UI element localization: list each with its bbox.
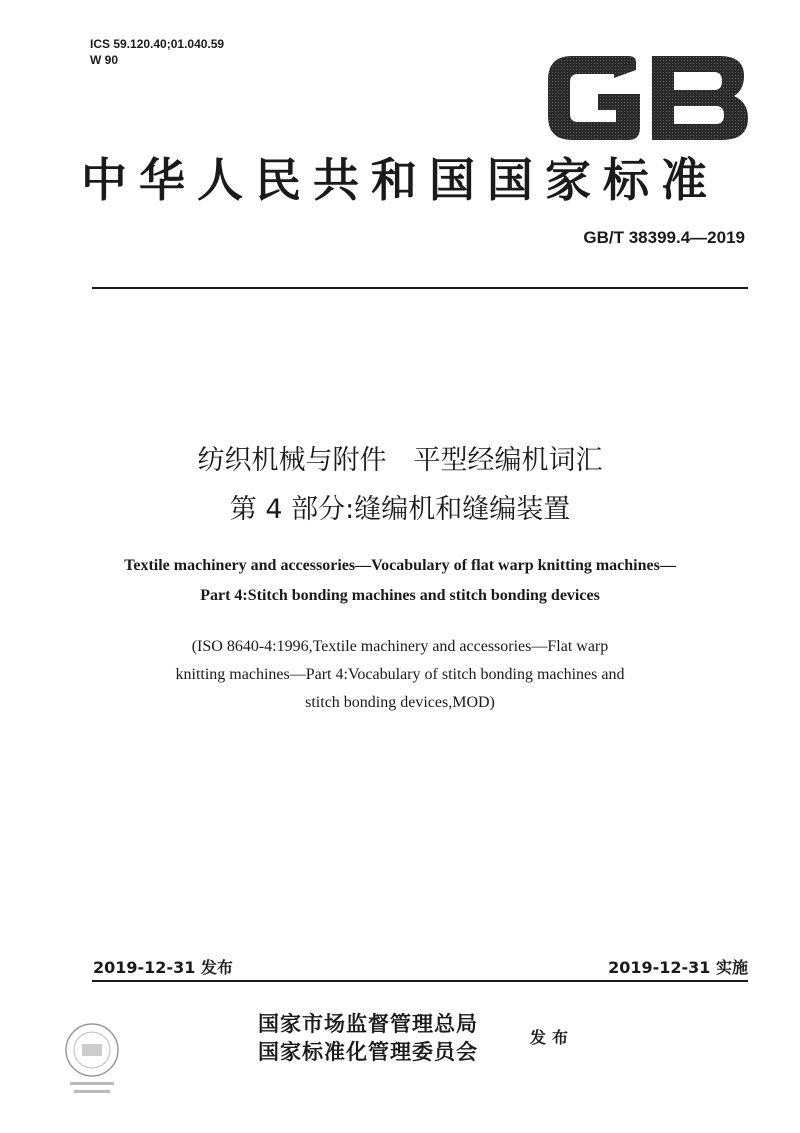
- national-standard-title: 中华人民共和国国家标准: [81, 153, 719, 207]
- issue-date: 2019-12-31 发布: [93, 958, 233, 977]
- issue-label: 发布: [530, 1028, 575, 1047]
- iso-reference-line-2: knitting machines—Part 4:Vocabulary of stitch bonding machines and: [175, 666, 625, 683]
- issuer-sac: 国家标准化管理委员会: [258, 1040, 478, 1064]
- standard-class-code: W 90: [90, 53, 119, 67]
- watermark-stamp: [62, 1020, 122, 1100]
- english-title-line-2: Part 4:Stitch bonding machines and stitch bonding devices: [200, 587, 600, 604]
- implementation-date: 2019-12-31 实施: [608, 958, 748, 977]
- ics-classification: [90, 36, 224, 68]
- iso-reference-line-3: stitch bonding devices,MOD): [305, 694, 495, 711]
- chinese-title-line-1: 纺织机械与附件 平型经编机词汇: [197, 445, 603, 476]
- chinese-title-line-2: 第 4 部分:缝编机和缝编装置: [229, 494, 571, 525]
- top-divider: [92, 287, 748, 289]
- standard-number: GB/T 38399.4—2019: [583, 228, 745, 247]
- iso-reference-line-1: (ISO 8640-4:1996,Textile machinery and accessories—Flat warp: [191, 638, 609, 655]
- bottom-divider: [92, 980, 748, 982]
- english-title-line-1: Textile machinery and accessories—Vocabulary of flat warp knitting machines—: [124, 557, 676, 574]
- ics-code: ICS 59.120.40;01.040.59: [90, 37, 225, 51]
- gb-logo: [548, 56, 748, 140]
- issuing-authorities: [258, 1010, 478, 1066]
- issuer-samr: 国家市场监督管理总局: [258, 1012, 478, 1036]
